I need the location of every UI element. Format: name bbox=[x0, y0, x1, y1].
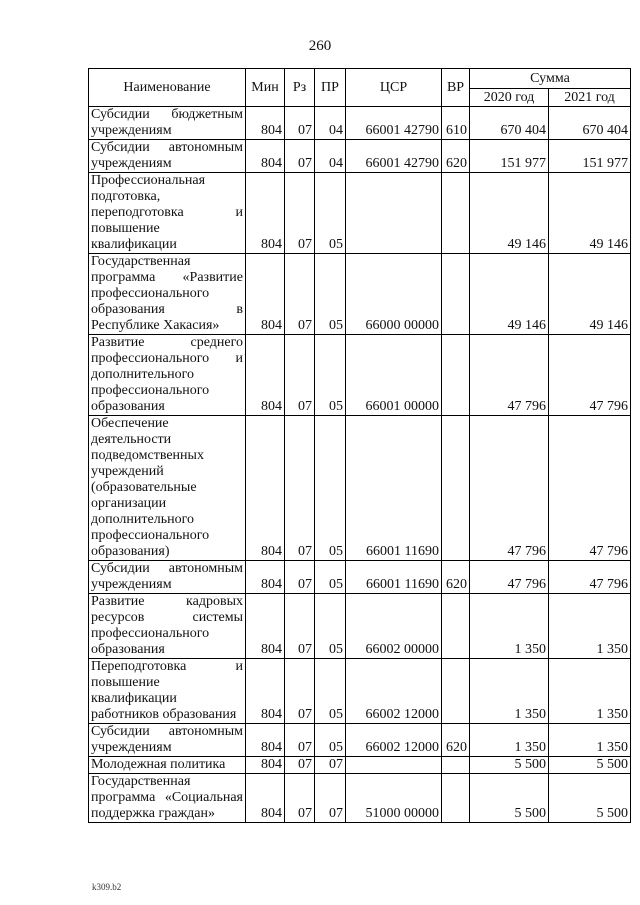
header-pr: ПР bbox=[315, 69, 346, 107]
row-sum-2021: 47 796 bbox=[549, 335, 631, 416]
row-name: Переподготовка и повышение квалификации работников образования bbox=[89, 659, 246, 724]
table-row bbox=[89, 335, 631, 416]
row-sum-2020: 670 404 bbox=[470, 107, 549, 140]
row-min: 804 bbox=[246, 140, 285, 173]
row-csr: 66001 11690 bbox=[346, 416, 442, 561]
row-rz: 07 bbox=[285, 254, 315, 335]
row-rz: 07 bbox=[285, 107, 315, 140]
header-csr: ЦСР bbox=[346, 69, 442, 107]
row-sum-2021: 5 500 bbox=[549, 757, 631, 774]
row-min: 804 bbox=[246, 173, 285, 254]
table-row bbox=[89, 140, 631, 173]
row-csr: 66002 12000 bbox=[346, 724, 442, 757]
header-min: Мин bbox=[246, 69, 285, 107]
row-vr bbox=[442, 335, 470, 416]
row-csr bbox=[346, 757, 442, 774]
row-min: 804 bbox=[246, 335, 285, 416]
row-min: 804 bbox=[246, 561, 285, 594]
row-pr: 07 bbox=[315, 774, 346, 823]
row-vr bbox=[442, 173, 470, 254]
row-sum-2020: 1 350 bbox=[470, 594, 549, 659]
row-rz: 07 bbox=[285, 335, 315, 416]
table-row bbox=[89, 561, 631, 594]
row-vr bbox=[442, 594, 470, 659]
row-sum-2021: 670 404 bbox=[549, 107, 631, 140]
row-name: Государственная программа «Социальная поддержка граждан» bbox=[89, 774, 246, 823]
row-vr: 620 bbox=[442, 561, 470, 594]
page-number: 260 bbox=[308, 38, 332, 54]
footer-code: k309.b2 bbox=[92, 882, 122, 892]
row-sum-2020: 47 796 bbox=[470, 416, 549, 561]
row-sum-2020: 5 500 bbox=[470, 774, 549, 823]
row-rz: 07 bbox=[285, 774, 315, 823]
row-vr: 620 bbox=[442, 140, 470, 173]
row-csr: 66000 00000 bbox=[346, 254, 442, 335]
row-pr: 07 bbox=[315, 757, 346, 774]
row-rz: 07 bbox=[285, 561, 315, 594]
row-vr bbox=[442, 659, 470, 724]
header-year-2021: 2021 год bbox=[549, 89, 631, 107]
row-csr: 66001 00000 bbox=[346, 335, 442, 416]
row-min: 804 bbox=[246, 659, 285, 724]
row-pr: 05 bbox=[315, 335, 346, 416]
table-row bbox=[89, 416, 631, 561]
row-csr bbox=[346, 173, 442, 254]
row-sum-2021: 49 146 bbox=[549, 254, 631, 335]
row-sum-2020: 1 350 bbox=[470, 724, 549, 757]
table-row bbox=[89, 107, 631, 140]
row-vr: 610 bbox=[442, 107, 470, 140]
row-rz: 07 bbox=[285, 594, 315, 659]
row-sum-2021: 49 146 bbox=[549, 173, 631, 254]
row-name: Обеспечение деятельности подведомственных учреждений (образовательные организации дополнительного профессионального образования) bbox=[89, 416, 246, 561]
row-rz: 07 bbox=[285, 757, 315, 774]
row-pr: 05 bbox=[315, 561, 346, 594]
table-row bbox=[89, 774, 631, 823]
row-pr: 05 bbox=[315, 659, 346, 724]
row-sum-2021: 151 977 bbox=[549, 140, 631, 173]
row-sum-2020: 49 146 bbox=[470, 254, 549, 335]
table-row bbox=[89, 757, 631, 774]
row-rz: 07 bbox=[285, 416, 315, 561]
row-rz: 07 bbox=[285, 140, 315, 173]
row-sum-2020: 47 796 bbox=[470, 335, 549, 416]
row-rz: 07 bbox=[285, 173, 315, 254]
row-pr: 05 bbox=[315, 416, 346, 561]
header-rz: Рз bbox=[285, 69, 315, 107]
row-vr bbox=[442, 416, 470, 561]
row-rz: 07 bbox=[285, 659, 315, 724]
row-sum-2021: 47 796 bbox=[549, 416, 631, 561]
row-pr: 05 bbox=[315, 724, 346, 757]
row-vr bbox=[442, 254, 470, 335]
row-pr: 05 bbox=[315, 594, 346, 659]
row-name: Профессиональная подготовка, переподготовка и повышение квалификации bbox=[89, 173, 246, 254]
row-pr: 05 bbox=[315, 254, 346, 335]
row-min: 804 bbox=[246, 724, 285, 757]
row-min: 804 bbox=[246, 254, 285, 335]
header-year-2020: 2020 год bbox=[470, 89, 549, 107]
row-vr bbox=[442, 757, 470, 774]
row-min: 804 bbox=[246, 594, 285, 659]
row-sum-2021: 1 350 bbox=[549, 594, 631, 659]
row-sum-2021: 1 350 bbox=[549, 724, 631, 757]
row-sum-2020: 47 796 bbox=[470, 561, 549, 594]
row-pr: 04 bbox=[315, 107, 346, 140]
row-name: Субсидии бюджетным учреждениям bbox=[89, 107, 246, 140]
row-vr: 620 bbox=[442, 724, 470, 757]
row-csr: 51000 00000 bbox=[346, 774, 442, 823]
table-row bbox=[89, 173, 631, 254]
row-name: Государственная программа «Развитие профессионального образования в Республике Хакасия» bbox=[89, 254, 246, 335]
row-csr: 66002 12000 bbox=[346, 659, 442, 724]
row-sum-2021: 1 350 bbox=[549, 659, 631, 724]
row-pr: 05 bbox=[315, 173, 346, 254]
row-csr: 66001 42790 bbox=[346, 107, 442, 140]
table-row bbox=[89, 659, 631, 724]
row-csr: 66001 11690 bbox=[346, 561, 442, 594]
row-min: 804 bbox=[246, 774, 285, 823]
table-body bbox=[89, 107, 631, 823]
row-min: 804 bbox=[246, 107, 285, 140]
table-row bbox=[89, 594, 631, 659]
row-sum-2020: 1 350 bbox=[470, 659, 549, 724]
row-name: Развитие кадровых ресурсов системы профессионального образования bbox=[89, 594, 246, 659]
row-csr: 66002 00000 bbox=[346, 594, 442, 659]
row-sum-2020: 49 146 bbox=[470, 173, 549, 254]
row-rz: 07 bbox=[285, 724, 315, 757]
row-csr: 66001 42790 bbox=[346, 140, 442, 173]
budget-table bbox=[88, 68, 631, 823]
header-vr: ВР bbox=[442, 69, 470, 107]
row-name: Субсидии автономным учреждениям bbox=[89, 140, 246, 173]
row-min: 804 bbox=[246, 757, 285, 774]
row-sum-2021: 47 796 bbox=[549, 561, 631, 594]
header-sum: Сумма bbox=[470, 69, 631, 89]
row-sum-2020: 5 500 bbox=[470, 757, 549, 774]
header-name: Наименование bbox=[89, 69, 246, 107]
row-name: Субсидии автономным учреждениям bbox=[89, 724, 246, 757]
row-pr: 04 bbox=[315, 140, 346, 173]
row-name: Субсидии автономным учреждениям bbox=[89, 561, 246, 594]
row-sum-2021: 5 500 bbox=[549, 774, 631, 823]
row-name: Молодежная политика bbox=[89, 757, 246, 774]
table-row bbox=[89, 254, 631, 335]
row-min: 804 bbox=[246, 416, 285, 561]
row-vr bbox=[442, 774, 470, 823]
row-name: Развитие среднего профессионального и дополнительного профессионального образования bbox=[89, 335, 246, 416]
table-row bbox=[89, 724, 631, 757]
row-sum-2020: 151 977 bbox=[470, 140, 549, 173]
